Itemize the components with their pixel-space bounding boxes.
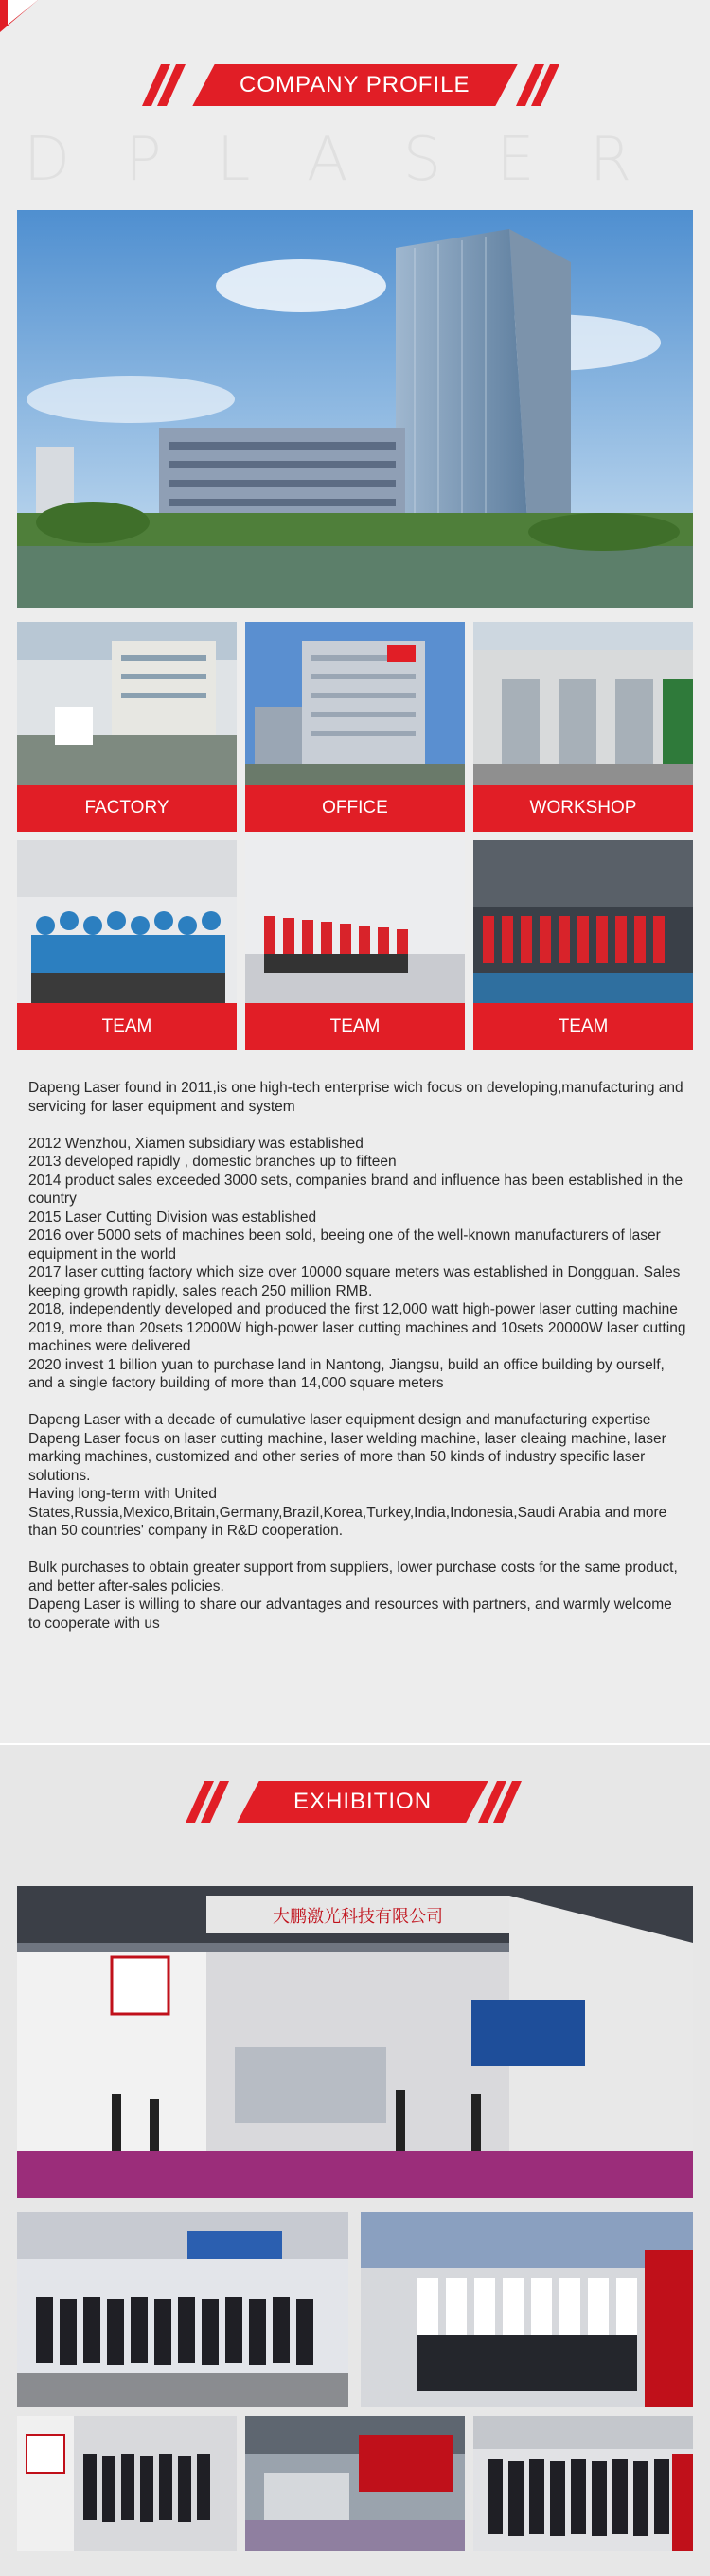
company-profile-title: COMPANY PROFILE: [240, 72, 470, 97]
banner-left-stripes: [186, 1781, 242, 1823]
banner-left-stripes: [142, 64, 199, 106]
banner-right-stripes: [516, 64, 573, 106]
exhibition-team-photo-4: [473, 2416, 693, 2551]
exhibition-title: EXHIBITION: [293, 1789, 433, 1814]
profile-paragraph: Dapeng Laser is willing to share our advantages and resources with partners, and warmly welcome to cooperate with us: [28, 1597, 672, 1632]
profile-paragraph: 2016 over 5000 sets of machines been sold, beeing one of the well-known manufacturers of laser equipment in the world: [28, 1227, 661, 1262]
profile-paragraph: 2018, independently developed and produced the first 12,000 watt high-power laser cutting machine: [28, 1301, 678, 1317]
team-photo-2: [245, 840, 465, 1003]
profile-paragraph: 2014 product sales exceeded 3000 sets, companies brand and influence has been established in the country: [28, 1172, 683, 1207]
profile-paragraph: Having long-term with United States,Russia,Mexico,Britain,Germany,Brazil,Korea,Turkey,India,Indonesia,Saudi Arabia and more than 50 countries' company in R&D cooperation.: [28, 1486, 667, 1539]
team-photo-1: [17, 840, 237, 1003]
workshop-photo: [473, 622, 693, 785]
dplaser-watermark: DPLASER: [23, 125, 687, 195]
exhibition-team-photo-1: [17, 2212, 348, 2407]
exhibition-banner: [0, 1775, 710, 1832]
exhibition-team-photo-3: [17, 2416, 237, 2551]
booth-sign-text: 大鹏激光科技有限公司: [273, 1907, 443, 1927]
exhibition-hall-photo: [245, 2416, 465, 2551]
profile-paragraph: 2020 invest 1 billion yuan to purchase land in Nantong, Jiangsu, build an office building by ourself, and a single factory building of more than 14,000 square meters: [28, 1356, 665, 1391]
team-photo-3: [473, 840, 693, 1003]
headquarters-building-photo: [17, 210, 693, 608]
workshop-label: WORKSHOP: [473, 785, 693, 832]
factory-photo: [17, 622, 237, 785]
company-profile-title-bar: [192, 64, 517, 106]
profile-paragraph: 2017 laser cutting factory which size over 10000 square meters was established in Dongguan. Sales keeping growth rapidly, sales reach 250 million RMB.: [28, 1264, 681, 1299]
office-photo: [245, 622, 465, 785]
profile-paragraph: Dapeng Laser focus on laser cutting machine, laser welding machine, laser cleaing machine, laser marking machines, customized and other series of more than 50 kinds of industry specific laser solutions.: [28, 1430, 666, 1484]
company-profile-text: [28, 1079, 686, 1632]
team-label-3: TEAM: [473, 1003, 693, 1050]
profile-paragraph: 2013 developed rapidly , domestic branches up to fifteen: [28, 1154, 397, 1170]
exhibition-title-bar: [237, 1781, 488, 1823]
profile-paragraph: Dapeng Laser with a decade of cumulative laser equipment design and manufacturing expertise: [28, 1412, 651, 1428]
company-profile-banner: [0, 59, 710, 115]
corner-logo-mark: [0, 0, 38, 32]
exhibition-booth-photo: [17, 1886, 693, 2198]
team-label-1: TEAM: [17, 1003, 237, 1050]
banner-right-stripes: [478, 1781, 535, 1823]
office-label: OFFICE: [245, 785, 465, 832]
profile-paragraph: 2015 Laser Cutting Division was established: [28, 1209, 317, 1226]
profile-paragraph: 2019, more than 20sets 12000W high-power laser cutting machines and 10sets 20000W laser cutting machines were delivered: [28, 1319, 686, 1354]
profile-paragraph: Bulk purchases to obtain greater support from suppliers, lower purchase costs for the same product, and better after-sales policies.: [28, 1560, 678, 1595]
factory-label: FACTORY: [17, 785, 237, 832]
profile-paragraph: 2012 Wenzhou, Xiamen subsidiary was established: [28, 1135, 364, 1152]
profile-paragraph: Dapeng Laser found in 2011,is one high-tech enterprise wich focus on developing,manufacturing and servicing for laser equipment and system: [28, 1080, 683, 1115]
exhibition-team-photo-2: [361, 2212, 693, 2407]
team-label-2: TEAM: [245, 1003, 465, 1050]
